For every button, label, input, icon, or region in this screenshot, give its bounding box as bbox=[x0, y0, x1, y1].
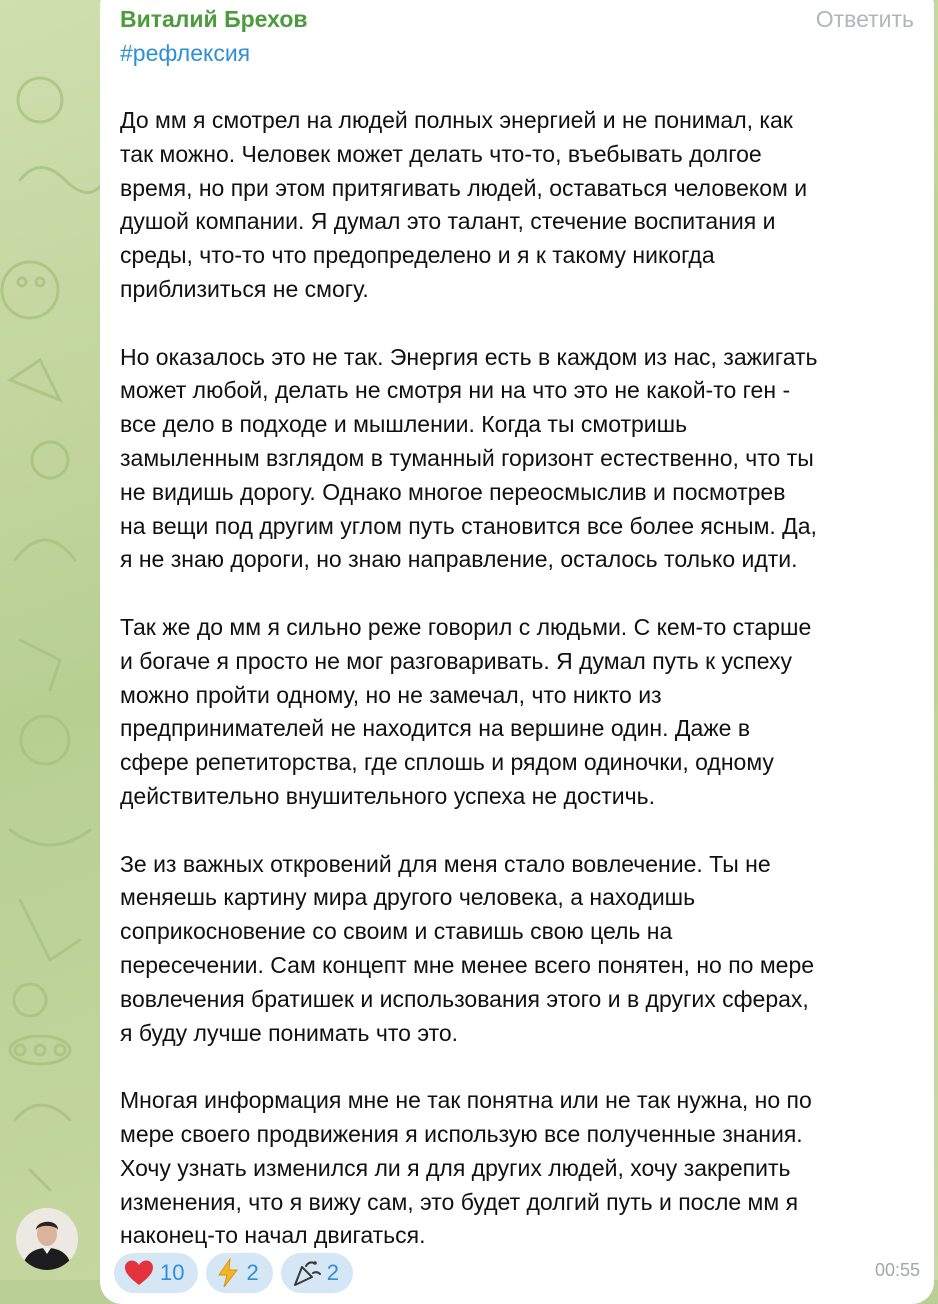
message-paragraph: Зе из важных откровений для меня стало вовлечение. Ты не меняешь картину мира другого человека, а находишь соприкосновение со своим и ставишь свою цель на пересечении. Сам концепт мне менее всего понятен, но по мере вовлечения братишек и использования этого и в других сферах, я буду лучше понимать что это. bbox=[120, 850, 815, 1046]
message-time: 00:55 bbox=[874, 1260, 920, 1280]
message-paragraph: Но оказалось это не так. Энергия есть в каждом из нас, зажигать может любой, делать не смотря ни на что это не какой-то ген - все дело в подходе и мышлении. Когда ты смотришь замыленным взглядом в туманный горизонт естественно, что ты не видишь дорогу. Однако многое переосмыслив и посмотрев на вещи под другим углом путь становится все более ясным. Да, я не знаю дороги, но знаю направление, осталось только идти. bbox=[120, 343, 818, 573]
avatar[interactable] bbox=[16, 1208, 78, 1270]
hashtag-link[interactable]: #рефлексия bbox=[120, 40, 251, 66]
message-paragraph: Многая информация мне не так понятна или не так нужна, но по мере своего продвижения я использую все полученные знания. Хочу узнать изменился ли я для других людей, хочу закрепить изменения, что я вижу сам, это будет долгий путь и после мм я наконец-то начал двигаться. bbox=[120, 1087, 812, 1249]
message-bubble[interactable] bbox=[100, 0, 934, 1304]
lightning-icon bbox=[216, 1258, 240, 1288]
message-paragraph: Так же до мм я сильно реже говорил с людьми. С кем-то старше и богаче я просто не мог разговаривать. Я думал путь к успеху можно пройти одному, но не замечал, что никто из предпринимателей не находится на вершине один. Даже в сфере репетиторства, где сплошь и рядом одиночки, одному действительно внушительного успеха не достичь. bbox=[120, 613, 812, 809]
heart-icon bbox=[124, 1259, 154, 1287]
reply-button[interactable]: Ответить bbox=[815, 6, 914, 32]
person-photo-icon bbox=[16, 1208, 78, 1270]
reaction-count: 2 bbox=[326, 1260, 339, 1285]
reaction-party[interactable] bbox=[281, 1253, 353, 1293]
reaction-heart[interactable] bbox=[114, 1253, 198, 1293]
reaction-count: 10 bbox=[160, 1260, 185, 1285]
sender-name[interactable]: Виталий Брехов bbox=[120, 6, 308, 32]
message-text bbox=[120, 104, 920, 1287]
message-paragraph: До мм я смотрел на людей полных энергией и не понимал, как так можно. Человек может делать что-то, въебывать долгое время, но при этом притягивать людей, оставаться человеком и душой компании. Я думал это талант, стечение воспитания и среды, что-то что предопределено и я к такому никогда приблизиться не смогу. bbox=[120, 107, 808, 302]
reaction-count: 2 bbox=[246, 1260, 259, 1285]
party-popper-icon bbox=[291, 1258, 321, 1288]
reaction-lightning[interactable] bbox=[206, 1253, 272, 1293]
reactions-bar bbox=[114, 1253, 353, 1293]
